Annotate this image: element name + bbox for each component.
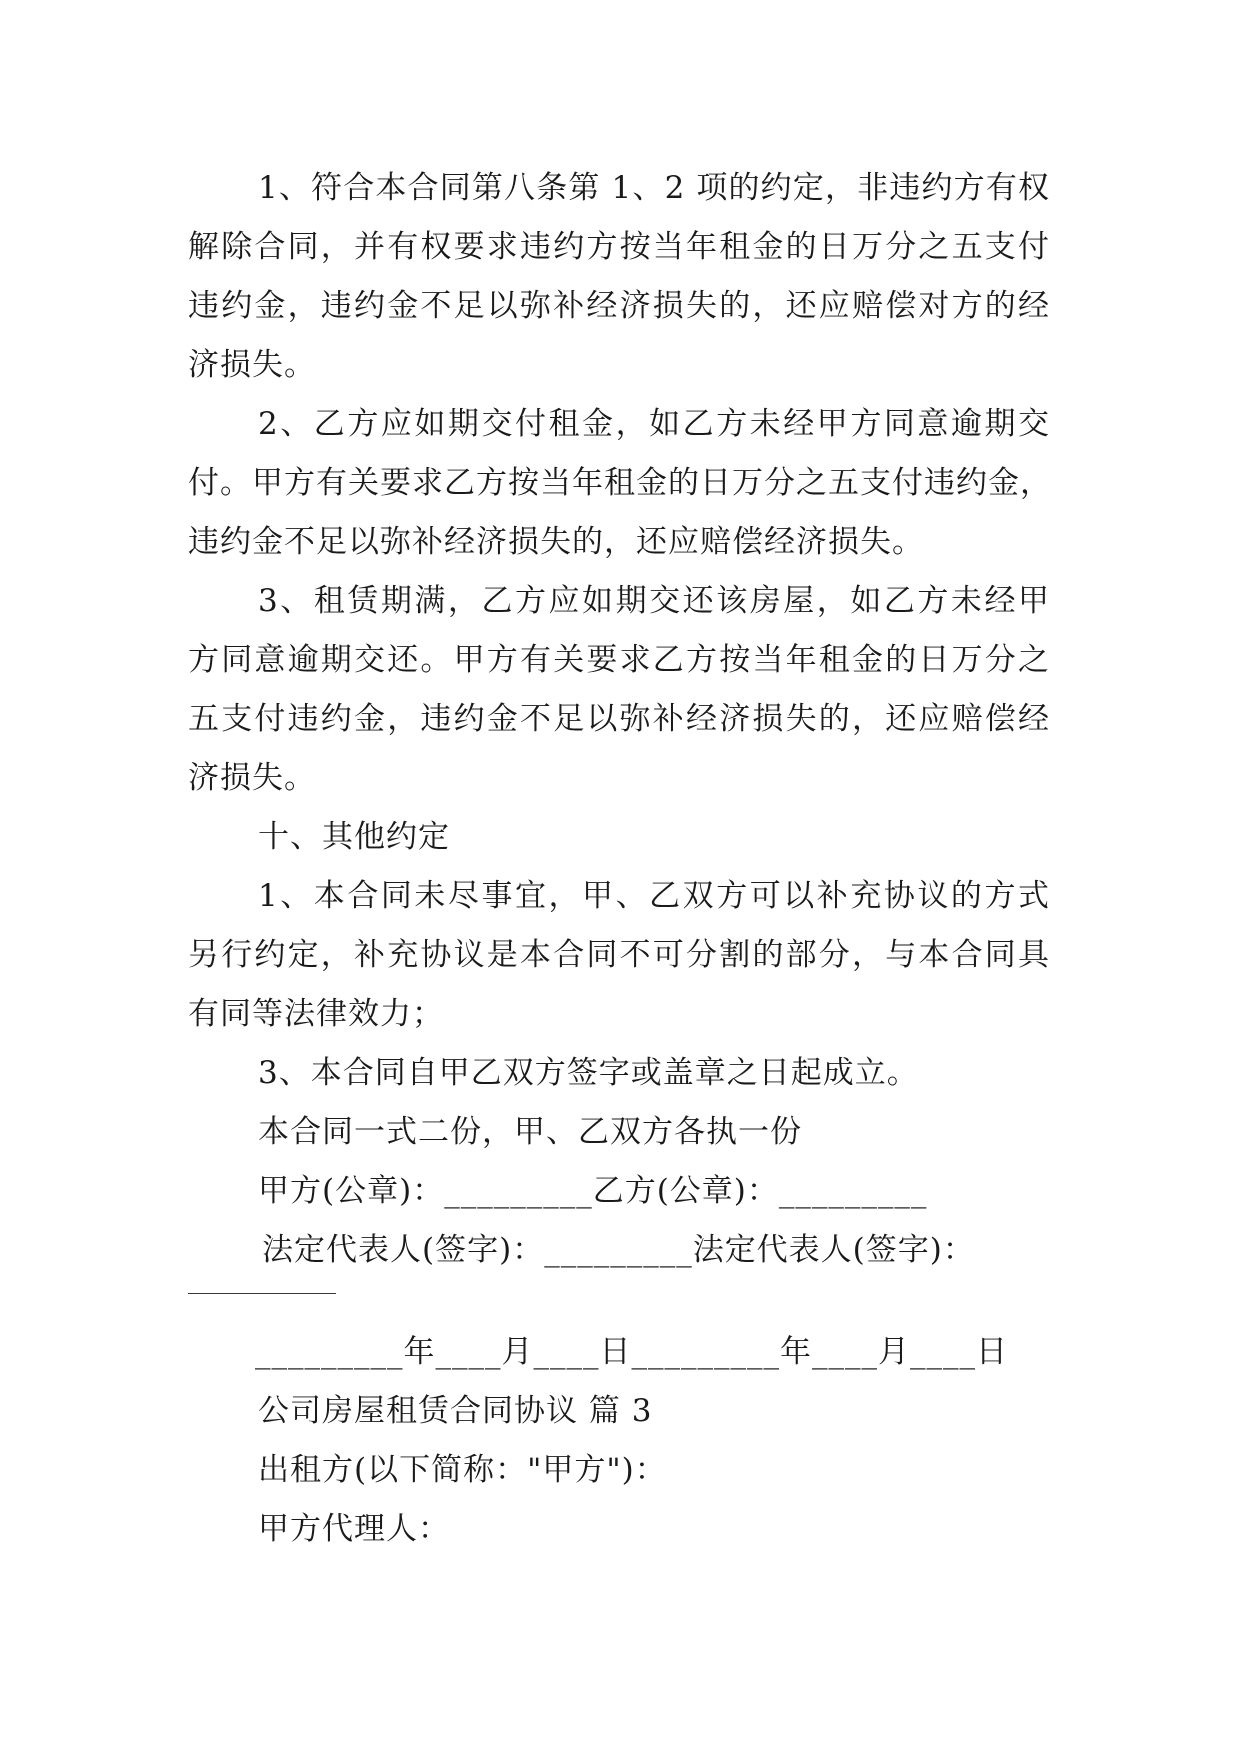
other-item-1-line-2: 另行约定，补充协议是本合同不可分割的部分，与本合同具 bbox=[188, 937, 1050, 973]
breach-item-1-line-1: 1、符合本合同第八条第 1、2 项的约定，非违约方有权 bbox=[258, 170, 1050, 206]
representative-underline bbox=[188, 1293, 336, 1294]
breach-item-3-line-2: 方同意逾期交还。甲方有关要求乙方按当年租金的日万分之 bbox=[188, 642, 1050, 678]
next-contract-title: 公司房屋租赁合同协议 篇 3 bbox=[258, 1393, 653, 1429]
breach-item-1-line-3: 违约金，违约金不足以弥补经济损失的，还应赔偿对方的经 bbox=[188, 288, 1050, 324]
breach-item-1-line-2: 解除合同，并有权要求违约方按当年租金的日万分之五支付 bbox=[188, 229, 1050, 265]
breach-item-2-line-1: 2、乙方应如期交付租金，如乙方未经甲方同意逾期交 bbox=[258, 406, 1050, 442]
lessor-line: 出租方(以下简称："甲方")： bbox=[258, 1452, 667, 1488]
breach-item-3-line-1: 3、租赁期满，乙方应如期交还该房屋，如乙方未经甲 bbox=[258, 583, 1050, 619]
other-item-1-line-3: 有同等法律效力； bbox=[188, 996, 444, 1032]
other-item-1-line-1: 1、本合同未尽事宜，甲、乙双方可以补充协议的方式 bbox=[258, 878, 1050, 914]
other-item-3: 3、本合同自甲乙双方签字或盖章之日起成立。 bbox=[258, 1055, 919, 1091]
copies-clause: 本合同一式二份，甲、乙双方各执一份 bbox=[258, 1114, 802, 1150]
agent-line: 甲方代理人： bbox=[258, 1511, 450, 1547]
breach-item-2-line-3: 违约金不足以弥补经济损失的，还应赔偿经济损失。 bbox=[188, 524, 924, 560]
section-ten-heading: 十、其他约定 bbox=[258, 819, 450, 855]
breach-item-2-line-2: 付。甲方有关要求乙方按当年租金的日万分之五支付违约金， bbox=[188, 465, 1052, 501]
representative-line: 法定代表人(签字)：_________法定代表人(签字)： bbox=[262, 1232, 975, 1268]
breach-item-3-line-4: 济损失。 bbox=[188, 760, 316, 796]
breach-item-1-line-4: 济损失。 bbox=[188, 347, 316, 383]
breach-item-3-line-3: 五支付违约金，违约金不足以弥补经济损失的，还应赔偿经 bbox=[188, 701, 1050, 737]
date-line: _________年____月____日_________年____月____日 bbox=[255, 1334, 1008, 1370]
seal-line: 甲方(公章)：_________乙方(公章)：_________ bbox=[258, 1173, 928, 1209]
